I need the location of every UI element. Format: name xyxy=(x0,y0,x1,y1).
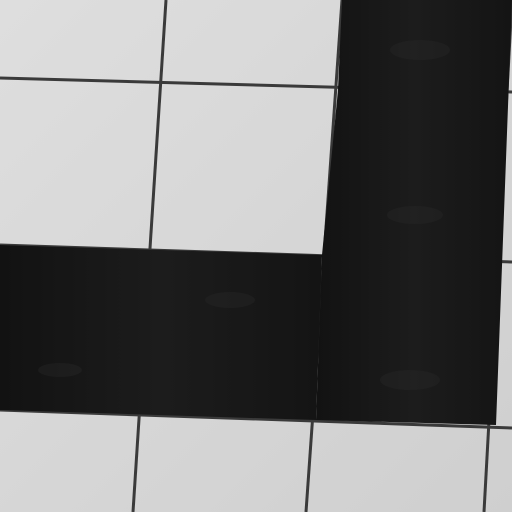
ink-highlight-2 xyxy=(387,206,443,224)
ink-highlight-1 xyxy=(390,40,450,60)
ink-highlight-3 xyxy=(380,370,440,390)
ink-highlight-4 xyxy=(205,292,255,308)
ink-highlight-5 xyxy=(38,363,82,377)
filled-cell-row xyxy=(0,245,322,420)
